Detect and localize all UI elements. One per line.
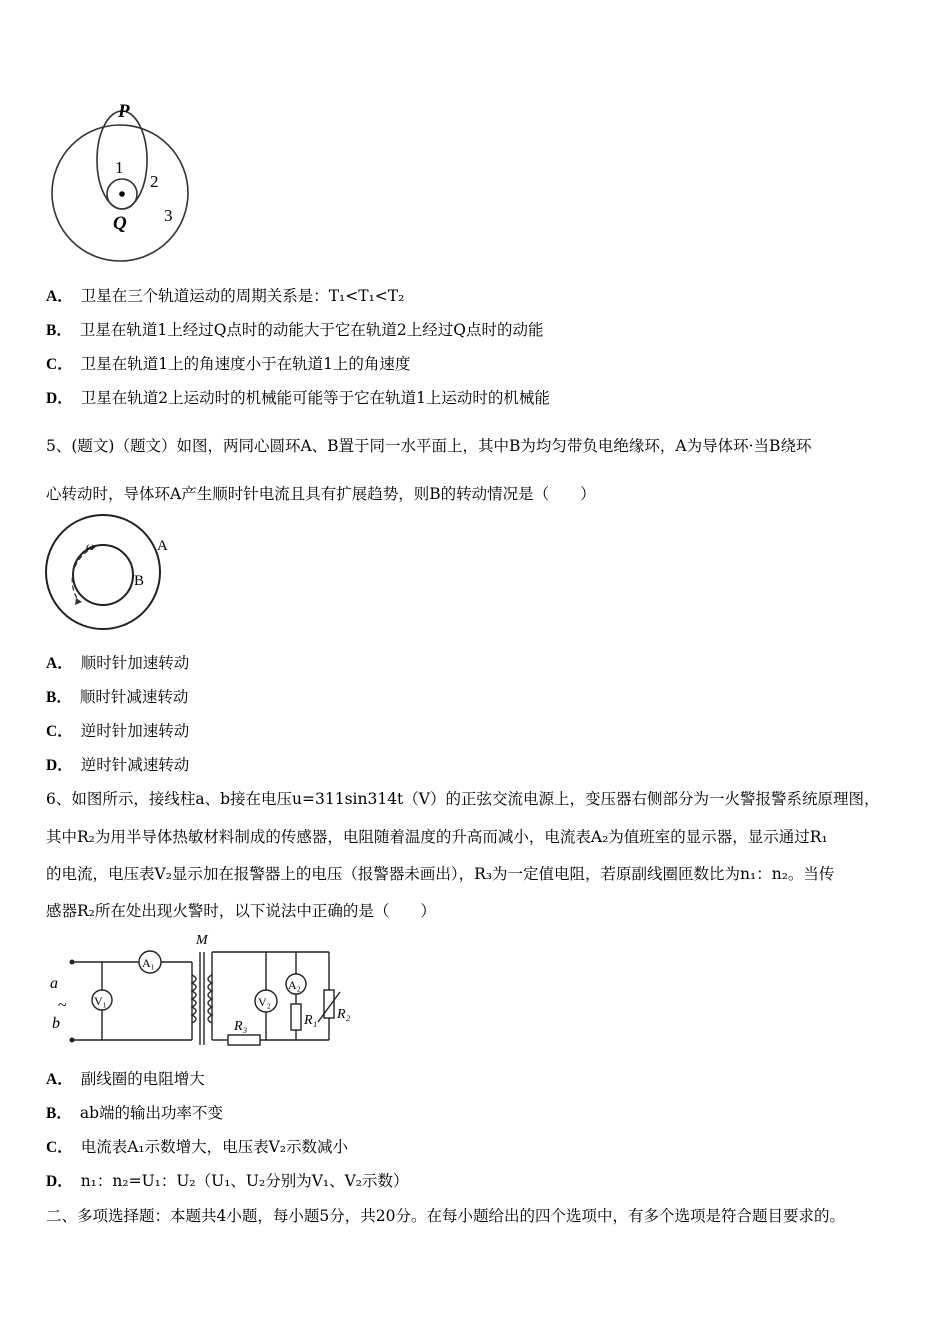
q4-option-c (46, 354, 410, 375)
label-v1: V₁ (94, 994, 107, 1008)
q6-stem-line-3: 的电流，电压表V₂显示加在报警器上的电压（报警器未画出），R₃为一定值电阻，若原副线圈匝数比为n₁：n₂。当传 (46, 865, 835, 883)
option-text: ab端的输出功率不变 (79, 1104, 224, 1122)
option-text: 副线圈的电阻增大 (80, 1070, 205, 1088)
label-m: M (196, 933, 208, 948)
option-label: B． (46, 689, 72, 706)
option-text: 顺时针减速转动 (79, 688, 189, 706)
arrow-head (75, 598, 82, 605)
option-text: 卫星在轨道1上经过Q点时的动能大于它在轨道2上经过Q点时的动能 (79, 321, 544, 339)
option-label: B． (46, 1105, 72, 1122)
label-b: b (52, 1015, 60, 1032)
rotation-arrow (72, 547, 95, 600)
option-label: D． (46, 1173, 73, 1190)
option-text: 逆时针加速转动 (80, 722, 190, 740)
ring-b (73, 545, 133, 605)
label-v2: V₂ (258, 995, 271, 1009)
resistor-r3 (228, 1035, 260, 1045)
label-q: Q (113, 213, 127, 234)
earth-dot (119, 191, 125, 197)
label-r3: R₃ (234, 1019, 248, 1034)
option-text: 电流表A₁示数增大，电压表V₂示数减小 (80, 1138, 349, 1156)
option-label: A． (46, 1071, 73, 1088)
option-text: n₁：n₂=U₁：U₂（U₁、U₂分别为V₁、V₂示数） (80, 1172, 409, 1190)
label-ring-b: B (134, 573, 145, 589)
option-label: B． (46, 322, 72, 339)
q6-option-c (46, 1137, 348, 1158)
option-text: 逆时针减速转动 (80, 756, 190, 774)
option-label: D． (46, 757, 73, 774)
q5-option-c (46, 721, 189, 742)
q6-stem-line-1: 6、如图所示，接线柱a、b接在电压u=311sin314t（V）的正弦交流电源上，变压器右侧部分为一火警报警系统原理图， (46, 790, 880, 808)
q6-stem-line-2: 其中R₂为用半导体热敏材料制成的传感器，电阻随着温度的升高而减小，电流表A₂为值班室的显示器，显示通过R₁ (46, 828, 828, 846)
option-label: C． (46, 723, 73, 740)
label-omega: ω (86, 539, 95, 553)
ring-a (46, 515, 160, 629)
q6-option-a (46, 1069, 205, 1090)
label-tilde: ~ (58, 997, 67, 1014)
label-a1: A₁ (142, 956, 155, 970)
label-orbit-1: 1 (115, 158, 124, 177)
circuit-figure (44, 930, 364, 1060)
q4-option-a (46, 286, 404, 307)
q5-option-b (46, 687, 188, 708)
option-text: 卫星在三个轨道运动的周期关系是：T₁<T₁<T₂ (80, 287, 405, 305)
label-r2: R₂ (337, 1007, 351, 1022)
option-label: A． (46, 288, 73, 305)
q6-stem-line-4: 感器R₂所在处出现火警时，以下说法中正确的是（ ） (46, 902, 436, 920)
option-text: 顺时针加速转动 (80, 654, 190, 672)
label-a: a (50, 975, 58, 992)
q6-option-b (46, 1103, 223, 1124)
resistor-r1 (291, 1004, 301, 1030)
label-a2: A₂ (288, 978, 301, 992)
q6-option-d (46, 1171, 409, 1192)
q4-option-d (46, 388, 550, 409)
option-text: 卫星在轨道1上的角速度小于在轨道1上的角速度 (80, 355, 411, 373)
label-orbit-2: 2 (150, 172, 159, 191)
option-text: 卫星在轨道2上运动时的机械能可能等于它在轨道1上运动时的机械能 (80, 389, 550, 407)
q5-stem-line-1: 5、(题文)（题文）如图，两同心圆环A、B置于同一水平面上，其中B为均匀带负电绝缘环，A为导体环·当B绕环 (46, 437, 812, 455)
section-2-heading: 二、多项选择题：本题共4小题，每小题5分，共20分。在每小题给出的四个选项中，有多个选项是符合题目要求的。 (46, 1207, 845, 1225)
label-orbit-3: 3 (164, 206, 173, 225)
option-label: C． (46, 356, 73, 373)
q5-option-d (46, 755, 189, 776)
label-r1: R₁ (304, 1013, 318, 1028)
label-ring-a: A (157, 538, 168, 554)
q5-stem-line-2: 心转动时，导体环A产生顺时针电流且具有扩展趋势，则B的转动情况是（ ） (46, 485, 596, 503)
thermistor-r2 (324, 990, 334, 1018)
orbit-figure (40, 95, 200, 270)
rings-figure (40, 512, 180, 632)
option-label: C． (46, 1139, 73, 1156)
q5-option-a (46, 653, 189, 674)
option-label: D． (46, 390, 73, 407)
label-p: P (118, 101, 130, 122)
q4-option-b (46, 320, 543, 341)
option-label: A． (46, 655, 73, 672)
